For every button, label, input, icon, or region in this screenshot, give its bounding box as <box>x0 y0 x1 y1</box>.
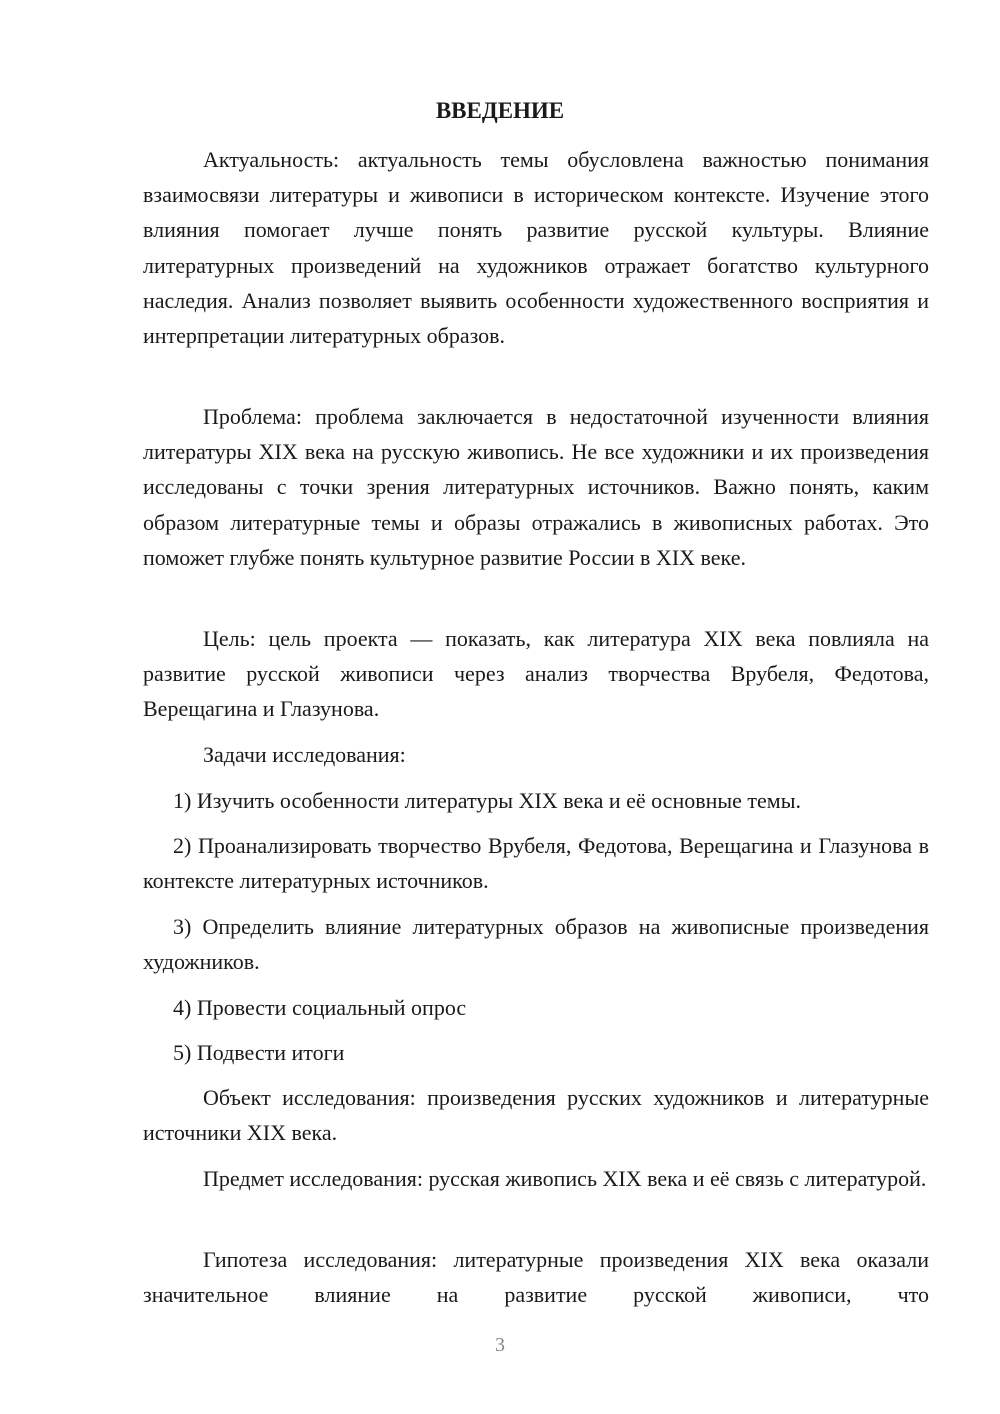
paragraph-hypothesis: Гипотеза исследования: литературные произведения XIX века оказали значительное влияние на развитие русской живописи, что <box>143 1247 929 1308</box>
paragraph-tasks-heading: Задачи исследования: <box>203 742 406 767</box>
paragraph-object: Объект исследования: произведения русских художников и литературные источники XIX века. <box>143 1085 929 1146</box>
paragraph-goal: Цель: цель проекта — показать, как литература XIX века повлияла на развитие русской живописи через анализ творчества Врубеля, Федотова, Верещагина и Глазунова. <box>143 626 929 722</box>
paragraph-problem: Проблема: проблема заключается в недостаточной изученности влияния литературы XIX века на русскую живопись. Не все художники и их произведения исследованы с точки зрения литературных источников. Важно понять, каким образом литературные темы и образы отражались в живописных работах. Это поможет глубже понять культурное развитие России в XIX веке. <box>143 404 929 570</box>
task-item-4: 4) Провести социальный опрос <box>173 995 467 1020</box>
task-item-1: 1) Изучить особенности литературы XIX века и её основные темы. <box>173 788 802 813</box>
paragraph-relevance: Актуальность: актуальность темы обусловлена важностью понимания взаимосвязи литературы и живописи в историческом контексте. Изучение этого влияния помогает лучше понять развитие русской культуры. Влияние литературных произведений на художников отражает богатство культурного наследия. Анализ позволяет выявить особенности художественного восприятия и интерпретации литературных образов. <box>143 147 929 349</box>
task-item-2: 2) Проанализировать творчество Врубеля, Федотова, Верещагина и Глазунова в контексте литературных источников. <box>143 833 929 894</box>
paragraph-subject: Предмет исследования: русская живопись XIX века и её связь с литературой. <box>203 1166 927 1191</box>
task-item-3: 3) Определить влияние литературных образов на живописные произведения художников. <box>143 914 929 975</box>
section-title: ВВЕДЕНИЕ <box>435 98 565 123</box>
task-item-5: 5) Подвести итоги <box>173 1040 345 1065</box>
page-number: 3 <box>495 1334 505 1356</box>
